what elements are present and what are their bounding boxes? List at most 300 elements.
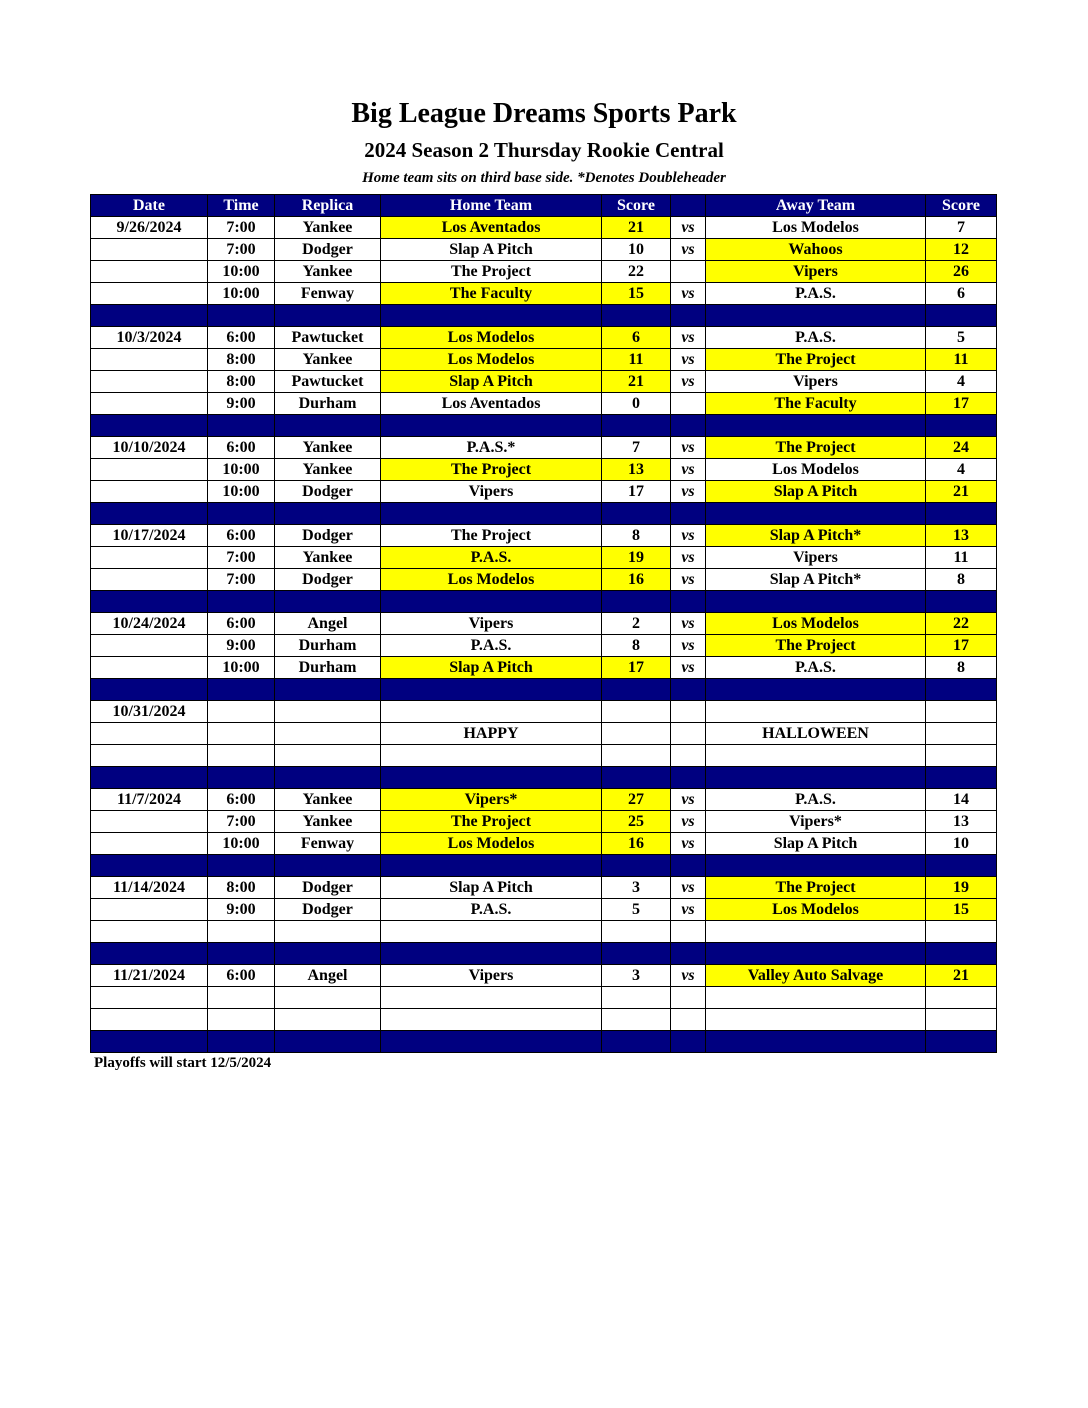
separator-cell (208, 767, 275, 789)
away-score-cell: 13 (926, 811, 997, 833)
away-team-cell: Vipers (706, 261, 926, 283)
home-score-cell (602, 745, 671, 767)
separator-cell (381, 943, 602, 965)
table-row (91, 899, 997, 921)
vs-cell (671, 1009, 706, 1031)
separator-cell (706, 767, 926, 789)
away-score-cell (926, 1009, 997, 1031)
home-team-cell: P.A.S. (381, 547, 602, 569)
vs-cell: vs (671, 833, 706, 855)
schedule-table (90, 194, 997, 1053)
away-team-cell: The Faculty (706, 393, 926, 415)
date-cell (91, 283, 208, 305)
vs-cell: vs (671, 547, 706, 569)
replica-cell: Yankee (275, 547, 381, 569)
home-team-cell: The Project (381, 459, 602, 481)
separator-cell (926, 855, 997, 877)
away-score-cell: 4 (926, 371, 997, 393)
replica-cell: Pawtucket (275, 327, 381, 349)
time-cell: 8:00 (208, 371, 275, 393)
away-score-cell (926, 987, 997, 1009)
home-score-cell: 8 (602, 635, 671, 657)
away-team-cell: The Project (706, 635, 926, 657)
away-score-cell: 17 (926, 393, 997, 415)
away-team-cell: Slap A Pitch (706, 833, 926, 855)
table-row (91, 701, 997, 723)
date-cell: 11/14/2024 (91, 877, 208, 899)
home-team-cell: Vipers (381, 965, 602, 987)
replica-cell: Durham (275, 635, 381, 657)
time-cell: 7:00 (208, 569, 275, 591)
date-cell (91, 459, 208, 481)
replica-cell: Dodger (275, 481, 381, 503)
home-team-cell (381, 745, 602, 767)
time-cell: 10:00 (208, 657, 275, 679)
away-score-cell: 8 (926, 569, 997, 591)
separator-cell (926, 679, 997, 701)
replica-cell (275, 1009, 381, 1031)
away-team-cell: Los Modelos (706, 613, 926, 635)
separator-cell (208, 943, 275, 965)
replica-cell: Angel (275, 613, 381, 635)
separator-cell (706, 1031, 926, 1053)
date-cell (91, 371, 208, 393)
home-team-cell: The Project (381, 261, 602, 283)
separator-cell (381, 767, 602, 789)
replica-cell (275, 701, 381, 723)
separator-cell (926, 943, 997, 965)
separator-cell (671, 767, 706, 789)
home-score-cell: 0 (602, 393, 671, 415)
away-score-cell: 4 (926, 459, 997, 481)
col-header-replica: Replica (275, 195, 381, 217)
separator-cell (926, 1031, 997, 1053)
separator-cell (275, 679, 381, 701)
table-row (91, 789, 997, 811)
away-score-cell (926, 701, 997, 723)
separator-cell (208, 503, 275, 525)
separator-cell (602, 415, 671, 437)
replica-cell: Fenway (275, 283, 381, 305)
time-cell (208, 987, 275, 1009)
date-cell: 10/10/2024 (91, 437, 208, 459)
table-row (91, 657, 997, 679)
time-cell: 9:00 (208, 899, 275, 921)
col-header-vs (671, 195, 706, 217)
replica-cell: Yankee (275, 349, 381, 371)
date-cell (91, 723, 208, 745)
replica-cell: Durham (275, 657, 381, 679)
separator-cell (208, 855, 275, 877)
away-score-cell (926, 723, 997, 745)
separator-cell (208, 415, 275, 437)
col-header-time: Time (208, 195, 275, 217)
replica-cell: Durham (275, 393, 381, 415)
separator-cell (602, 503, 671, 525)
away-score-cell: 24 (926, 437, 997, 459)
separator-cell (381, 1031, 602, 1053)
separator-row (91, 767, 997, 789)
date-cell: 10/24/2024 (91, 613, 208, 635)
table-row (91, 371, 997, 393)
home-score-cell: 3 (602, 877, 671, 899)
replica-cell: Angel (275, 965, 381, 987)
vs-cell: vs (671, 459, 706, 481)
home-team-cell (381, 1009, 602, 1031)
home-score-cell (602, 987, 671, 1009)
home-score-cell: 5 (602, 899, 671, 921)
table-row (91, 613, 997, 635)
replica-cell (275, 745, 381, 767)
col-header-home-team: Home Team (381, 195, 602, 217)
separator-cell (671, 1031, 706, 1053)
separator-cell (671, 503, 706, 525)
date-cell (91, 899, 208, 921)
page-title: Big League Dreams Sports Park (351, 98, 737, 129)
time-cell: 6:00 (208, 789, 275, 811)
table-row (91, 349, 997, 371)
separator-cell (926, 415, 997, 437)
time-cell: 10:00 (208, 833, 275, 855)
date-cell (91, 811, 208, 833)
home-team-cell (381, 701, 602, 723)
col-header-away-team: Away Team (706, 195, 926, 217)
separator-cell (602, 1031, 671, 1053)
date-cell (91, 547, 208, 569)
separator-cell (926, 503, 997, 525)
home-team-cell: P.A.S. (381, 899, 602, 921)
home-score-cell: 27 (602, 789, 671, 811)
separator-cell (602, 679, 671, 701)
replica-cell: Dodger (275, 239, 381, 261)
table-row (91, 921, 997, 943)
time-cell: 10:00 (208, 283, 275, 305)
vs-cell: vs (671, 965, 706, 987)
separator-cell (671, 591, 706, 613)
date-cell: 10/3/2024 (91, 327, 208, 349)
separator-cell (706, 943, 926, 965)
away-team-cell: Vipers* (706, 811, 926, 833)
replica-cell: Yankee (275, 217, 381, 239)
separator-cell (91, 591, 208, 613)
home-team-cell: Los Aventados (381, 217, 602, 239)
away-team-cell: Vipers (706, 547, 926, 569)
separator-cell (91, 503, 208, 525)
vs-cell (671, 745, 706, 767)
date-cell (91, 921, 208, 943)
table-row (91, 811, 997, 833)
table-row (91, 393, 997, 415)
away-team-cell: P.A.S. (706, 283, 926, 305)
replica-cell: Dodger (275, 525, 381, 547)
vs-cell: vs (671, 239, 706, 261)
separator-cell (208, 1031, 275, 1053)
vs-cell (671, 393, 706, 415)
home-score-cell (602, 701, 671, 723)
away-team-cell (706, 987, 926, 1009)
date-cell (91, 745, 208, 767)
replica-cell: Pawtucket (275, 371, 381, 393)
table-row (91, 745, 997, 767)
away-team-cell: P.A.S. (706, 657, 926, 679)
time-cell: 6:00 (208, 327, 275, 349)
home-team-cell: Los Modelos (381, 569, 602, 591)
home-score-cell: 19 (602, 547, 671, 569)
separator-cell (91, 415, 208, 437)
replica-cell: Dodger (275, 569, 381, 591)
home-team-cell: Vipers (381, 613, 602, 635)
home-score-cell: 3 (602, 965, 671, 987)
away-team-cell: Vipers (706, 371, 926, 393)
away-team-cell (706, 745, 926, 767)
replica-cell: Yankee (275, 437, 381, 459)
away-score-cell: 7 (926, 217, 997, 239)
table-row (91, 547, 997, 569)
col-header-date: Date (91, 195, 208, 217)
page-subtitle: 2024 Season 2 Thursday Rookie Central (364, 138, 724, 162)
away-score-cell: 26 (926, 261, 997, 283)
vs-cell: vs (671, 789, 706, 811)
away-score-cell (926, 745, 997, 767)
vs-cell: vs (671, 613, 706, 635)
home-score-cell: 7 (602, 437, 671, 459)
vs-cell (671, 987, 706, 1009)
separator-cell (275, 415, 381, 437)
col-header-away-score: Score (926, 195, 997, 217)
home-team-cell: Los Aventados (381, 393, 602, 415)
away-score-cell: 22 (926, 613, 997, 635)
separator-cell (381, 591, 602, 613)
separator-cell (381, 855, 602, 877)
separator-cell (706, 503, 926, 525)
away-team-cell (706, 701, 926, 723)
away-team-cell: The Project (706, 437, 926, 459)
vs-cell (671, 261, 706, 283)
table-row (91, 525, 997, 547)
away-team-cell: Valley Auto Salvage (706, 965, 926, 987)
separator-cell (706, 855, 926, 877)
time-cell: 7:00 (208, 239, 275, 261)
date-cell (91, 261, 208, 283)
separator-cell (91, 1031, 208, 1053)
home-score-cell: 16 (602, 833, 671, 855)
separator-cell (275, 1031, 381, 1053)
table-row (91, 327, 997, 349)
home-team-cell: The Project (381, 525, 602, 547)
away-team-cell: P.A.S. (706, 327, 926, 349)
vs-cell (671, 723, 706, 745)
away-team-cell (706, 1009, 926, 1031)
vs-cell (671, 921, 706, 943)
home-team-cell: Los Modelos (381, 349, 602, 371)
date-cell (91, 239, 208, 261)
separator-row (91, 1031, 997, 1053)
separator-cell (602, 305, 671, 327)
vs-cell: vs (671, 525, 706, 547)
vs-cell: vs (671, 327, 706, 349)
home-team-cell: Los Modelos (381, 327, 602, 349)
home-score-cell: 15 (602, 283, 671, 305)
separator-cell (602, 855, 671, 877)
separator-cell (602, 767, 671, 789)
date-cell (91, 833, 208, 855)
away-team-cell (706, 921, 926, 943)
time-cell: 9:00 (208, 635, 275, 657)
table-row (91, 965, 997, 987)
date-cell (91, 1009, 208, 1031)
time-cell: 6:00 (208, 965, 275, 987)
time-cell: 6:00 (208, 525, 275, 547)
home-score-cell: 13 (602, 459, 671, 481)
away-team-cell: Los Modelos (706, 899, 926, 921)
date-cell: 9/26/2024 (91, 217, 208, 239)
separator-cell (381, 415, 602, 437)
home-score-cell: 11 (602, 349, 671, 371)
table-row (91, 877, 997, 899)
date-cell: 11/21/2024 (91, 965, 208, 987)
away-score-cell: 13 (926, 525, 997, 547)
replica-cell (275, 723, 381, 745)
separator-row (91, 305, 997, 327)
table-row (91, 239, 997, 261)
separator-cell (602, 591, 671, 613)
home-team-cell: Slap A Pitch (381, 877, 602, 899)
time-cell (208, 701, 275, 723)
replica-cell (275, 921, 381, 943)
separator-cell (275, 855, 381, 877)
separator-cell (91, 679, 208, 701)
vs-cell: vs (671, 657, 706, 679)
separator-cell (275, 943, 381, 965)
vs-cell: vs (671, 349, 706, 371)
vs-cell: vs (671, 437, 706, 459)
separator-cell (208, 305, 275, 327)
home-team-cell: Slap A Pitch (381, 371, 602, 393)
home-team-cell: P.A.S.* (381, 437, 602, 459)
away-score-cell: 5 (926, 327, 997, 349)
date-cell (91, 569, 208, 591)
separator-cell (671, 415, 706, 437)
separator-row (91, 855, 997, 877)
home-score-cell: 2 (602, 613, 671, 635)
home-score-cell: 17 (602, 481, 671, 503)
separator-cell (275, 767, 381, 789)
table-row (91, 723, 997, 745)
table-row (91, 987, 997, 1009)
replica-cell: Yankee (275, 789, 381, 811)
table-row (91, 437, 997, 459)
time-cell: 10:00 (208, 261, 275, 283)
home-team-cell: Vipers* (381, 789, 602, 811)
replica-cell: Fenway (275, 833, 381, 855)
vs-cell: vs (671, 569, 706, 591)
vs-cell: vs (671, 877, 706, 899)
separator-cell (381, 305, 602, 327)
date-cell: 10/31/2024 (91, 701, 208, 723)
home-score-cell: 17 (602, 657, 671, 679)
time-cell (208, 723, 275, 745)
replica-cell: Dodger (275, 899, 381, 921)
time-cell: 7:00 (208, 547, 275, 569)
date-cell (91, 481, 208, 503)
separator-cell (275, 591, 381, 613)
table-row (91, 635, 997, 657)
date-cell (91, 987, 208, 1009)
table-row (91, 459, 997, 481)
home-team-cell: HAPPY (381, 723, 602, 745)
table-row (91, 569, 997, 591)
table-row (91, 283, 997, 305)
table-row (91, 261, 997, 283)
time-cell: 8:00 (208, 349, 275, 371)
home-team-cell: The Project (381, 811, 602, 833)
away-score-cell: 6 (926, 283, 997, 305)
vs-cell: vs (671, 811, 706, 833)
separator-cell (208, 679, 275, 701)
home-score-cell: 6 (602, 327, 671, 349)
date-cell (91, 393, 208, 415)
home-team-cell: P.A.S. (381, 635, 602, 657)
separator-cell (381, 503, 602, 525)
replica-cell: Yankee (275, 459, 381, 481)
away-score-cell: 19 (926, 877, 997, 899)
away-team-cell: Slap A Pitch (706, 481, 926, 503)
separator-cell (706, 415, 926, 437)
separator-row (91, 943, 997, 965)
table-row (91, 481, 997, 503)
table-row (91, 1009, 997, 1031)
time-cell (208, 921, 275, 943)
away-score-cell: 21 (926, 481, 997, 503)
time-cell: 10:00 (208, 459, 275, 481)
time-cell: 9:00 (208, 393, 275, 415)
home-team-cell (381, 921, 602, 943)
separator-cell (91, 767, 208, 789)
time-cell: 8:00 (208, 877, 275, 899)
home-score-cell: 21 (602, 371, 671, 393)
separator-cell (208, 591, 275, 613)
away-team-cell: Los Modelos (706, 459, 926, 481)
separator-cell (706, 591, 926, 613)
table-row (91, 833, 997, 855)
away-score-cell (926, 921, 997, 943)
home-score-cell: 21 (602, 217, 671, 239)
away-team-cell: Los Modelos (706, 217, 926, 239)
away-team-cell: Wahoos (706, 239, 926, 261)
time-cell (208, 745, 275, 767)
schedule-note: Home team sits on third base side. *Denotes Doubleheader (362, 170, 726, 186)
date-cell (91, 349, 208, 371)
separator-cell (706, 679, 926, 701)
time-cell: 7:00 (208, 811, 275, 833)
home-score-cell: 16 (602, 569, 671, 591)
separator-cell (926, 767, 997, 789)
away-score-cell: 11 (926, 349, 997, 371)
separator-cell (602, 943, 671, 965)
time-cell: 6:00 (208, 437, 275, 459)
away-team-cell: Slap A Pitch* (706, 569, 926, 591)
time-cell: 10:00 (208, 481, 275, 503)
vs-cell: vs (671, 371, 706, 393)
away-score-cell: 10 (926, 833, 997, 855)
separator-cell (671, 855, 706, 877)
separator-cell (381, 679, 602, 701)
replica-cell (275, 987, 381, 1009)
away-score-cell: 12 (926, 239, 997, 261)
separator-cell (91, 855, 208, 877)
separator-row (91, 415, 997, 437)
home-score-cell: 25 (602, 811, 671, 833)
